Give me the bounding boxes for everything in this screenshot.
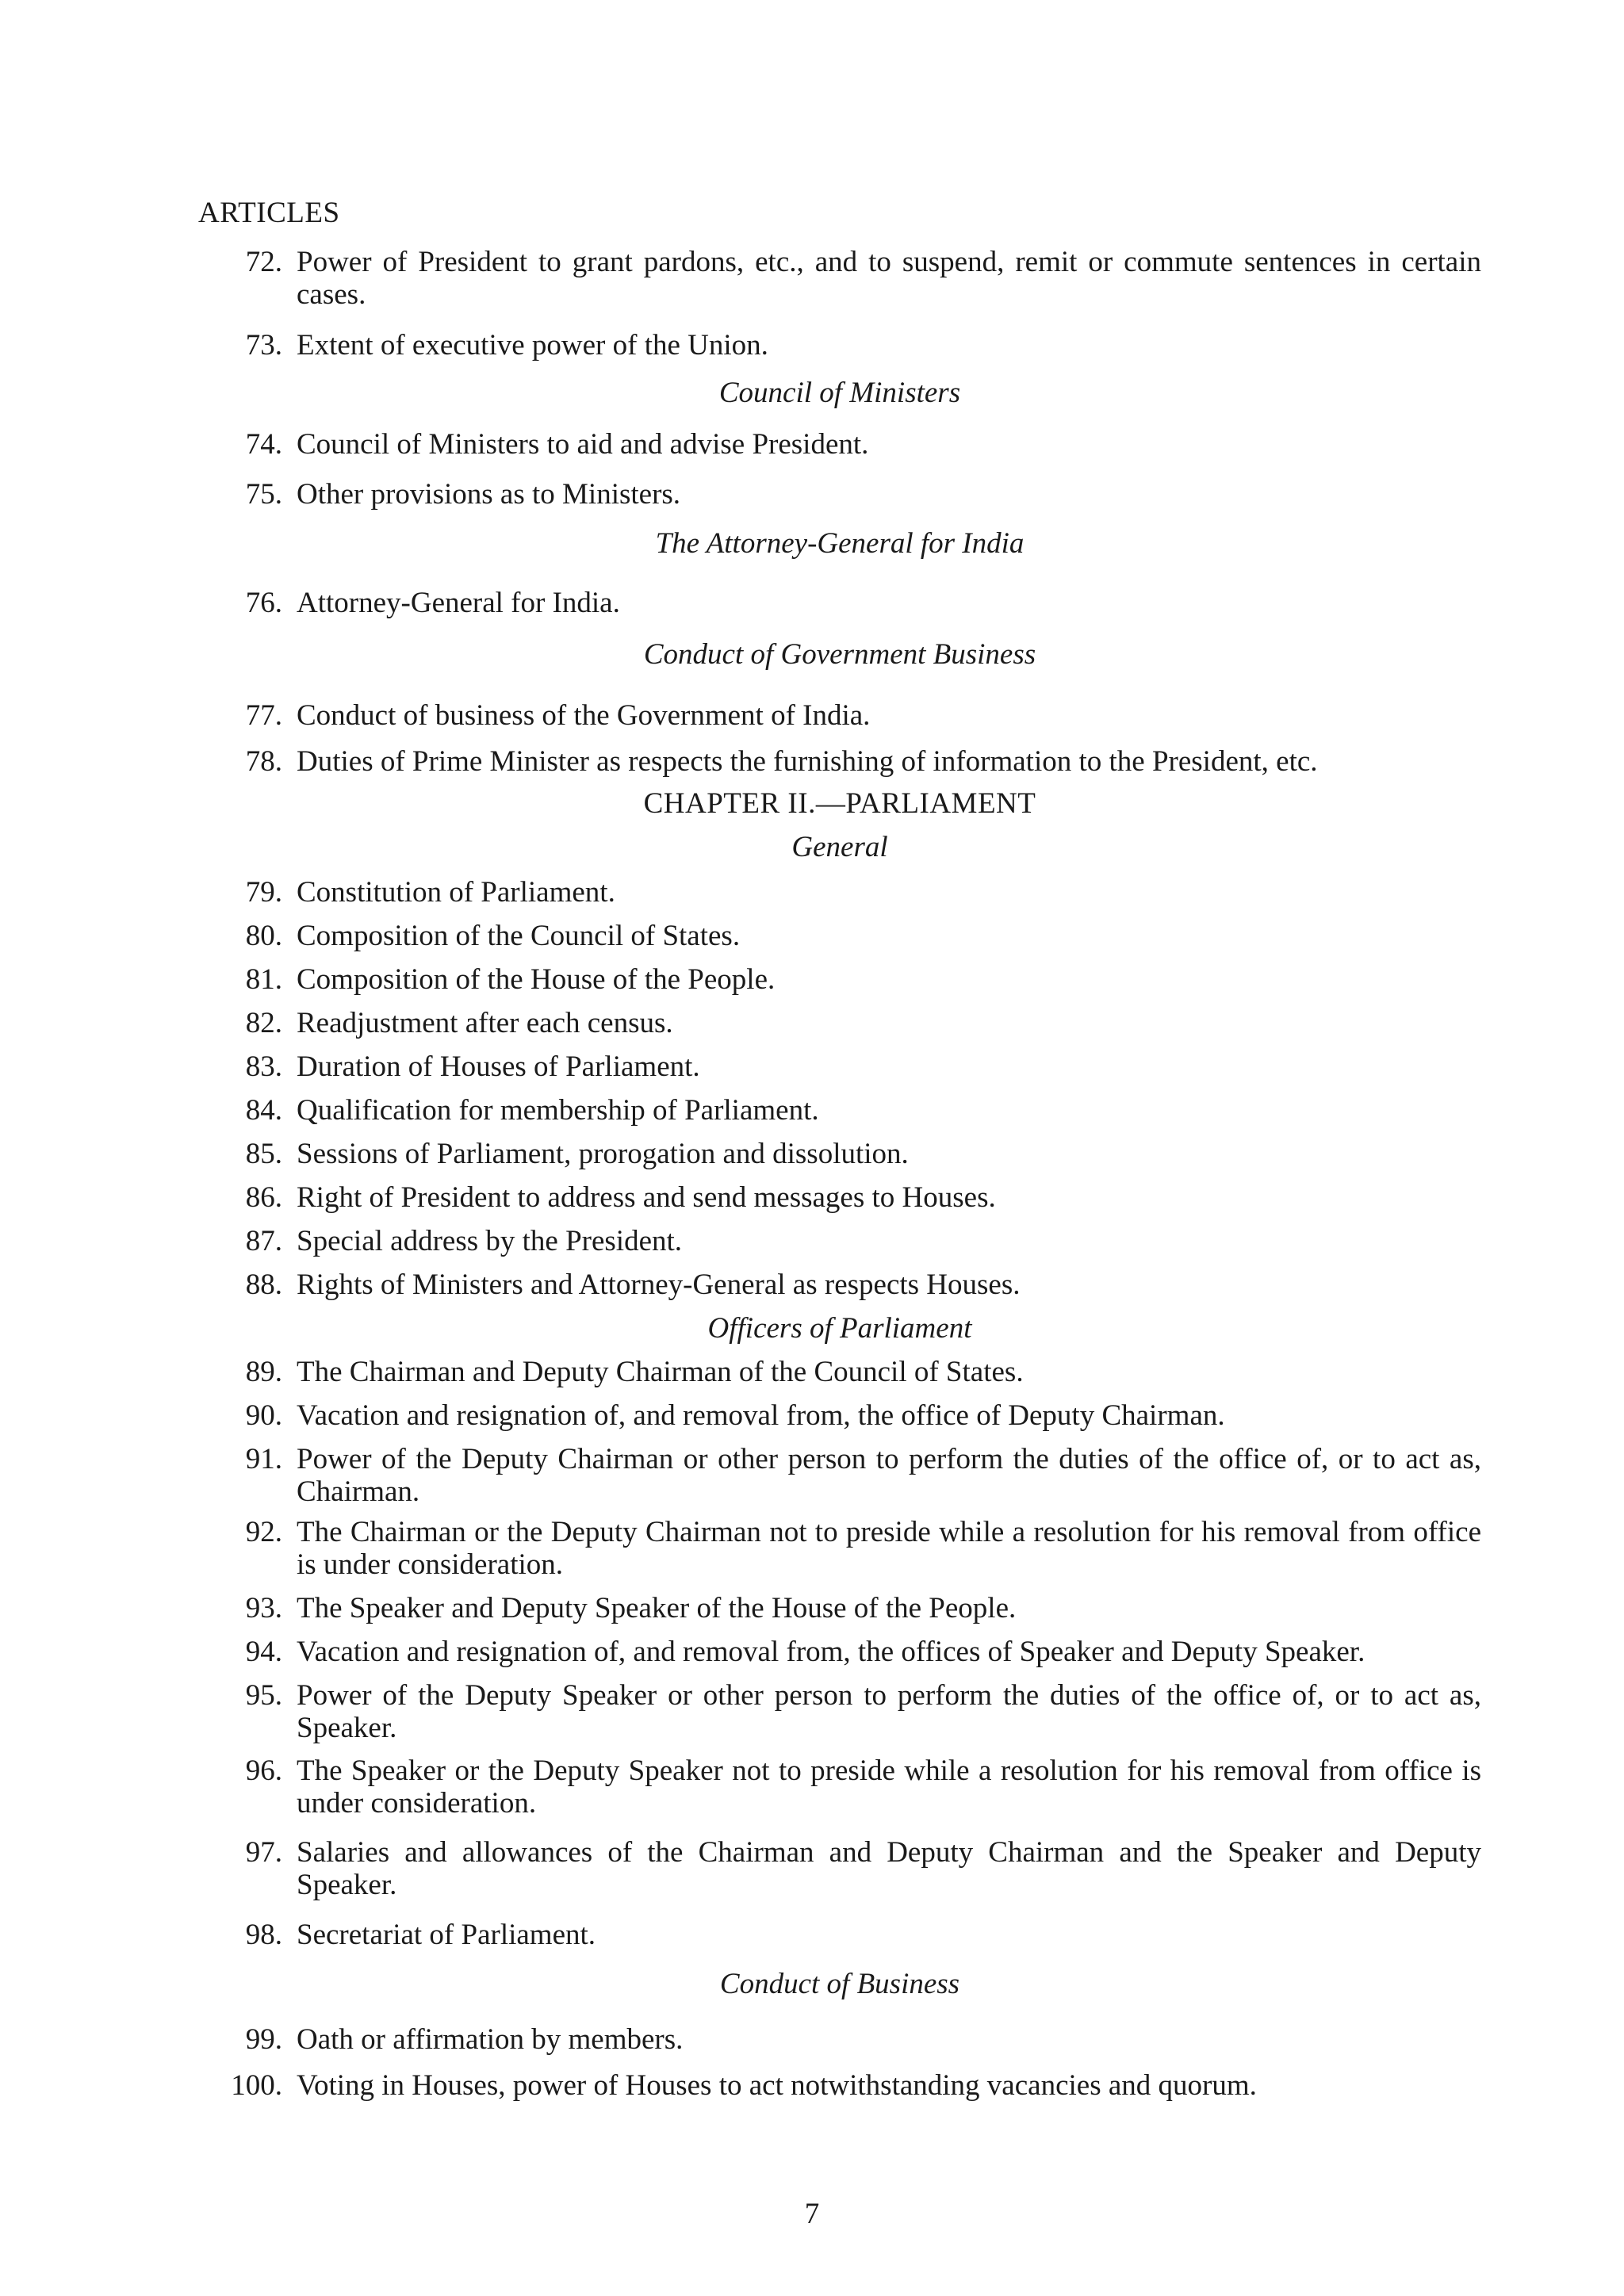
- article-entry: [198, 329, 1481, 362]
- article-title: Voting in Houses, power of Houses to act notwithstanding vacancies and quorum.: [297, 2069, 1257, 2102]
- article-entry: [198, 1592, 1481, 1624]
- article-entry: [198, 2023, 1481, 2056]
- section-heading: General: [791, 831, 888, 863]
- article-number: 74.: [245, 428, 282, 461]
- article-entry: [198, 1443, 1481, 1509]
- article-title: Composition of the Council of States.: [297, 920, 741, 952]
- article-entry: [198, 699, 1481, 732]
- article-number: 80.: [245, 920, 282, 952]
- article-title: Power of President to grant pardons, etc., and to suspend, remit or commute sentences in certain cases.: [297, 246, 1481, 312]
- article-number: 91.: [245, 1443, 282, 1475]
- article-title: Rights of Ministers and Attorney-General as respects Houses.: [297, 1269, 1021, 1301]
- section-heading: Conduct of Government Business: [643, 638, 1036, 671]
- article-entry: [198, 1356, 1481, 1388]
- article-number: 94.: [245, 1636, 282, 1668]
- article-title: The Chairman and Deputy Chairman of the Council of States.: [297, 1356, 1024, 1388]
- article-number: 92.: [245, 1516, 282, 1548]
- article-entry: [198, 1755, 1481, 1820]
- article-title: Constitution of Parliament.: [297, 876, 615, 909]
- article-title: Duration of Houses of Parliament.: [297, 1050, 700, 1083]
- article-entry: [198, 1679, 1481, 1745]
- article-entry: [198, 246, 1481, 312]
- article-title: Other provisions as to Ministers.: [297, 478, 681, 511]
- article-title: Power of the Deputy Chairman or other person to perform the duties of the office of, or to act as, Chairman.: [297, 1443, 1481, 1509]
- article-number: 86.: [245, 1181, 282, 1214]
- article-title: Vacation and resignation of, and removal from, the offices of Speaker and Deputy Speaker.: [297, 1636, 1365, 1668]
- article-entry: [198, 1919, 1481, 1951]
- article-entry: [198, 587, 1481, 619]
- article-title: The Speaker and Deputy Speaker of the House of the People.: [297, 1592, 1017, 1624]
- section-heading: Officers of Parliament: [707, 1312, 972, 1345]
- article-number: 95.: [245, 1679, 282, 1712]
- chapter-heading: CHAPTER II.—PARLIAMENT: [643, 787, 1036, 820]
- article-number: 100.: [231, 2069, 282, 2102]
- article-title: Attorney-General for India.: [297, 587, 620, 619]
- article-number: 85.: [245, 1138, 282, 1170]
- section-heading: The Attorney-General for India: [655, 527, 1025, 560]
- article-title: Vacation and resignation of, and removal from, the office of Deputy Chairman.: [297, 1399, 1225, 1432]
- page-number: 7: [804, 2198, 820, 2230]
- article-title: Duties of Prime Minister as respects the furnishing of information to the President, etc.: [297, 745, 1318, 778]
- article-title: Secretariat of Parliament.: [297, 1919, 596, 1951]
- article-number: 81.: [245, 963, 282, 996]
- article-number: 79.: [245, 876, 282, 909]
- article-entry: [198, 1138, 1481, 1170]
- article-title: Qualification for membership of Parliament.: [297, 1094, 819, 1127]
- article-entry: [198, 1181, 1481, 1214]
- article-entry: [198, 1836, 1481, 1902]
- article-title: Special address by the President.: [297, 1225, 683, 1257]
- article-title: Conduct of business of the Government of India.: [297, 699, 871, 732]
- article-entry: [198, 1269, 1481, 1301]
- article-number: 72.: [245, 246, 282, 278]
- article-title: The Speaker or the Deputy Speaker not to preside while a resolution for his removal from office is under consideration.: [297, 1755, 1481, 1820]
- article-entry: [198, 745, 1481, 778]
- article-number: 77.: [245, 699, 282, 732]
- article-title: Right of President to address and send messages to Houses.: [297, 1181, 996, 1214]
- article-number: 88.: [245, 1269, 282, 1301]
- article-title: Power of the Deputy Speaker or other person to perform the duties of the office of, or to act as, Speaker.: [297, 1679, 1481, 1745]
- article-title: Extent of executive power of the Union.: [297, 329, 768, 362]
- article-entry: [198, 1094, 1481, 1127]
- article-number: 73.: [245, 329, 282, 362]
- article-number: 89.: [245, 1356, 282, 1388]
- article-title: Oath or affirmation by members.: [297, 2023, 684, 2056]
- article-number: 87.: [245, 1225, 282, 1257]
- article-title: Council of Ministers to aid and advise President.: [297, 428, 869, 461]
- article-entry: [198, 1225, 1481, 1257]
- article-number: 98.: [245, 1919, 282, 1951]
- article-number: 84.: [245, 1094, 282, 1127]
- section-heading: Conduct of Business: [719, 1968, 960, 2000]
- article-entry: [198, 2069, 1481, 2102]
- article-title: Readjustment after each census.: [297, 1007, 673, 1039]
- article-title: Composition of the House of the People.: [297, 963, 776, 996]
- article-entry: [198, 478, 1481, 511]
- article-title: Salaries and allowances of the Chairman and Deputy Chairman and the Speaker and Deputy Speaker.: [297, 1836, 1481, 1902]
- article-entry: [198, 428, 1481, 461]
- article-entry: [198, 876, 1481, 909]
- section-heading: Council of Ministers: [718, 377, 961, 409]
- section-label: ARTICLES: [198, 197, 340, 229]
- article-entry: [198, 1516, 1481, 1582]
- article-title: The Chairman or the Deputy Chairman not to preside while a resolution for his removal from office is under consideration.: [297, 1516, 1481, 1582]
- article-number: 78.: [245, 745, 282, 778]
- article-entry: [198, 963, 1481, 996]
- article-number: 82.: [245, 1007, 282, 1039]
- article-number: 97.: [245, 1836, 282, 1869]
- article-number: 90.: [245, 1399, 282, 1432]
- article-title: Sessions of Parliament, prorogation and dissolution.: [297, 1138, 909, 1170]
- article-entry: [198, 1050, 1481, 1083]
- article-entry: [198, 920, 1481, 952]
- article-number: 99.: [245, 2023, 282, 2056]
- article-number: 83.: [245, 1050, 282, 1083]
- article-entry: [198, 1399, 1481, 1432]
- article-entry: [198, 1636, 1481, 1668]
- article-number: 75.: [245, 478, 282, 511]
- article-number: 93.: [245, 1592, 282, 1624]
- article-entry: [198, 1007, 1481, 1039]
- article-number: 96.: [245, 1755, 282, 1787]
- article-number: 76.: [245, 587, 282, 619]
